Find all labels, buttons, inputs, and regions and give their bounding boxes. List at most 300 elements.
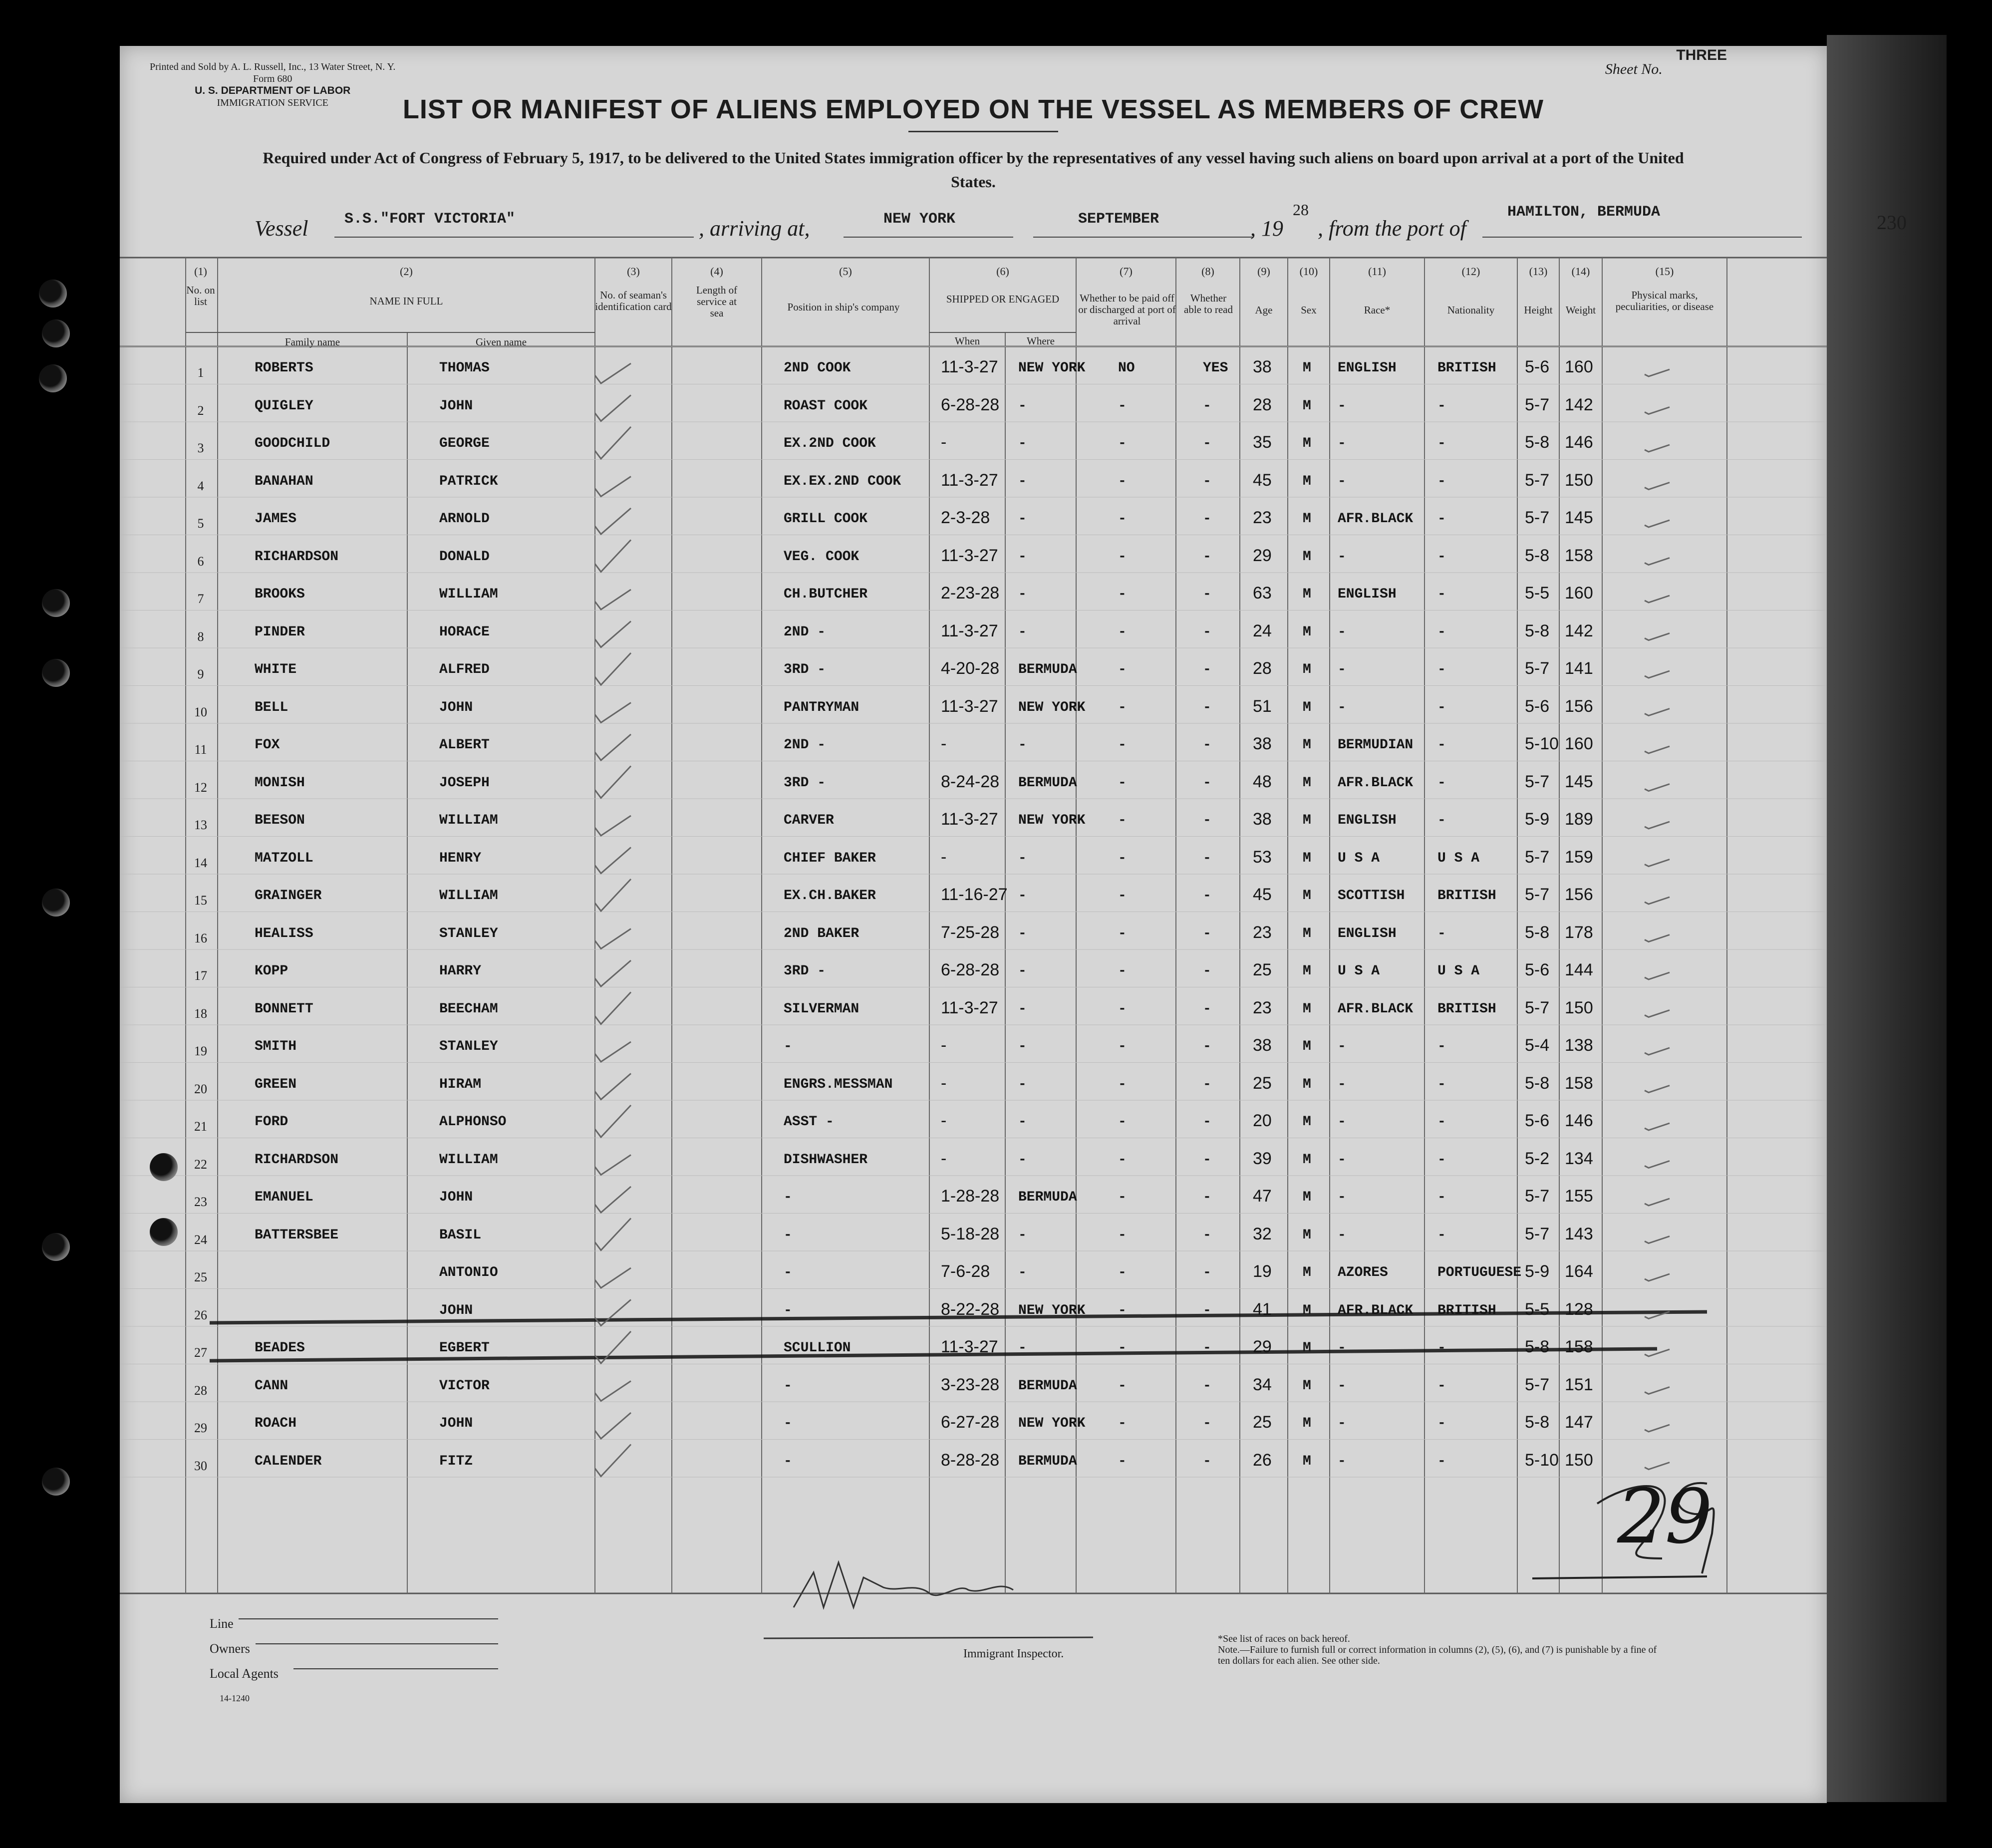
cell-h: 5-8 — [1525, 433, 1550, 452]
cell-sex: M — [1303, 1302, 1311, 1318]
cell-pos: EX.EX.2ND COOK — [784, 473, 901, 489]
row-number: 30 — [194, 1458, 207, 1473]
cell-w: 160 — [1565, 357, 1593, 376]
cell-when: - — [941, 1149, 947, 1168]
cell-age: 38 — [1253, 357, 1272, 376]
cell-pos: ASST - — [784, 1114, 834, 1130]
cell-when: 3-23-28 — [941, 1375, 1000, 1394]
cell-where: - — [1018, 963, 1027, 979]
cell-where: - — [1018, 1039, 1027, 1054]
cell-family: BEADES — [255, 1340, 305, 1356]
cell-when: 8-24-28 — [941, 772, 1000, 791]
cell-age: 29 — [1253, 546, 1272, 565]
row-number: 17 — [194, 968, 207, 983]
check-mark — [595, 848, 631, 874]
cell-race: AFR.BLACK — [1338, 511, 1414, 527]
tick-mark — [1645, 1086, 1670, 1093]
cell-pos: - — [784, 1265, 792, 1280]
cell-h: 5-9 — [1525, 1262, 1550, 1281]
check-mark — [595, 879, 631, 911]
cell-when: 6-27-28 — [941, 1413, 1000, 1432]
cell-read: - — [1203, 1227, 1211, 1243]
cell-read: - — [1203, 1416, 1211, 1431]
cell-read: - — [1203, 963, 1211, 979]
cell-paid: - — [1118, 1076, 1127, 1092]
cell-sex: M — [1303, 1076, 1311, 1092]
cell-read: - — [1203, 925, 1211, 941]
tick-mark — [1645, 822, 1670, 829]
cell-read: - — [1203, 1152, 1211, 1168]
check-mark — [595, 1268, 631, 1288]
check-mark — [595, 427, 631, 459]
row-number: 19 — [194, 1044, 207, 1058]
cell-where: - — [1018, 1076, 1027, 1092]
tick-mark — [1645, 1387, 1670, 1394]
cell-when: 11-3-27 — [941, 546, 998, 565]
check-mark — [595, 621, 631, 647]
cell-pos: - — [784, 1416, 792, 1431]
cell-nat: - — [1437, 737, 1446, 753]
local-agents-label: Local Agents — [210, 1666, 279, 1681]
cell-read: - — [1203, 473, 1211, 489]
cell-paid: - — [1118, 850, 1127, 866]
cell-paid: - — [1118, 1378, 1127, 1394]
cell-h: 5-6 — [1525, 357, 1550, 376]
cell-given: HENRY — [439, 850, 482, 866]
cell-family: RICHARDSON — [255, 549, 339, 565]
cell-race: BERMUDIAN — [1338, 737, 1414, 753]
cell-h: 5-6 — [1525, 1111, 1550, 1130]
cell-age: 23 — [1253, 998, 1272, 1017]
cell-paid: - — [1118, 1039, 1127, 1054]
cell-sex: M — [1303, 737, 1311, 753]
cell-h: 5-7 — [1525, 998, 1550, 1017]
cell-h: 5-2 — [1525, 1149, 1550, 1168]
cell-where: BERMUDA — [1018, 775, 1077, 791]
cell-where: NEW YORK — [1018, 1302, 1086, 1318]
check-mark — [595, 929, 631, 949]
cell-nat: - — [1437, 1340, 1446, 1356]
cell-pos: - — [784, 1378, 792, 1394]
cell-paid: - — [1118, 549, 1127, 565]
cell-where: - — [1018, 737, 1027, 753]
cell-family: WHITE — [255, 662, 297, 677]
cell-where: NEW YORK — [1018, 360, 1086, 376]
cell-family: EMANUEL — [255, 1190, 313, 1205]
cell-given: JOHN — [439, 699, 473, 715]
cell-paid: - — [1118, 1152, 1127, 1168]
cell-pos: 2ND BAKER — [784, 925, 859, 941]
cell-age: 25 — [1253, 960, 1272, 979]
punch-hole — [150, 1218, 178, 1246]
cell-read: - — [1203, 436, 1211, 451]
tick-mark — [1645, 1161, 1670, 1168]
vessel-name: S.S."FORT VICTORIA" — [344, 211, 516, 228]
cell-nat: U S A — [1437, 850, 1480, 866]
check-mark — [595, 590, 631, 610]
cell-nat: - — [1437, 1378, 1446, 1394]
row-number: 24 — [194, 1232, 207, 1247]
cell-read: - — [1203, 1076, 1211, 1092]
cell-nat: BRITISH — [1437, 1302, 1496, 1318]
check-mark — [595, 1445, 631, 1477]
col6-number: (6) — [996, 265, 1009, 278]
col11-header: Race* — [1364, 304, 1391, 316]
cell-w: 146 — [1565, 1111, 1593, 1130]
cell-paid: - — [1118, 436, 1127, 451]
tick-mark — [1645, 860, 1670, 867]
cell-h: 5-8 — [1525, 1073, 1550, 1093]
cell-sex: M — [1303, 1152, 1311, 1168]
cell-given: WILLIAM — [439, 1152, 498, 1168]
cell-read: YES — [1203, 360, 1228, 376]
cell-where: - — [1018, 850, 1027, 866]
cell-nat: BRITISH — [1437, 360, 1496, 376]
footer-note — [1218, 1633, 1667, 1666]
cell-age: 23 — [1253, 923, 1272, 942]
cell-nat: - — [1437, 624, 1446, 640]
cell-paid: - — [1118, 398, 1127, 414]
cell-read: - — [1203, 1001, 1211, 1017]
cell-when: 1-28-28 — [941, 1187, 1000, 1206]
cell-paid: - — [1118, 1265, 1127, 1280]
cell-given: BASIL — [439, 1227, 482, 1243]
cell-race: - — [1338, 662, 1346, 677]
cell-family: MATZOLL — [255, 850, 313, 866]
cell-race: - — [1338, 549, 1346, 565]
cell-where: - — [1018, 1114, 1027, 1130]
line-label: Line — [210, 1616, 234, 1631]
col4-number: (4) — [710, 265, 723, 278]
cell-when: 7-25-28 — [941, 923, 1000, 942]
cell-when: 11-3-27 — [941, 1337, 998, 1356]
tick-mark — [1645, 897, 1670, 904]
cell-sex: M — [1303, 813, 1311, 828]
cell-when: - — [941, 1111, 947, 1130]
cell-sex: M — [1303, 1039, 1311, 1054]
cell-sex: M — [1303, 587, 1311, 602]
cell-w: 134 — [1565, 1149, 1593, 1168]
owners-label: Owners — [210, 1641, 250, 1656]
punch-hole — [150, 1153, 178, 1181]
cell-pos: CHIEF BAKER — [784, 850, 876, 866]
cell-h: 5-7 — [1525, 470, 1550, 490]
cell-age: 23 — [1253, 508, 1272, 527]
cell-age: 34 — [1253, 1375, 1272, 1394]
cell-pos: - — [784, 1190, 792, 1205]
tick-mark — [1645, 972, 1670, 979]
service-name: IMMIGRATION SERVICE — [217, 97, 328, 108]
from-port: HAMILTON, BERMUDA — [1507, 204, 1661, 221]
backing-sheet — [1827, 35, 1947, 1802]
cell-read: - — [1203, 1190, 1211, 1205]
col9-header: Age — [1255, 304, 1273, 316]
cell-given: JOHN — [439, 398, 473, 414]
col12-header: Nationality — [1447, 304, 1495, 316]
cell-sex: M — [1303, 360, 1311, 376]
cell-sex: M — [1303, 888, 1311, 904]
cell-nat: - — [1437, 549, 1446, 565]
col4-header: Length of service at sea — [696, 284, 738, 319]
sheet-label: Sheet No. — [1605, 61, 1663, 77]
cell-where: NEW YORK — [1018, 1416, 1086, 1431]
cell-given: WILLIAM — [439, 587, 498, 602]
cell-given: HORACE — [439, 624, 490, 640]
cell-race: - — [1338, 1190, 1346, 1205]
cell-where: - — [1018, 473, 1027, 489]
cell-given: ALFRED — [439, 662, 490, 677]
tick-mark — [1645, 1010, 1670, 1017]
cell-w: 160 — [1565, 584, 1593, 603]
cell-age: 38 — [1253, 810, 1272, 829]
cell-nat: - — [1437, 1227, 1446, 1243]
cell-where: - — [1018, 1340, 1027, 1356]
cell-nat: BRITISH — [1437, 1001, 1496, 1017]
cell-when: 11-3-27 — [941, 357, 998, 376]
punch-hole — [39, 364, 67, 392]
cell-family: GREEN — [255, 1076, 297, 1092]
cell-nat: - — [1437, 1416, 1446, 1431]
cell-when: 11-3-27 — [941, 470, 998, 490]
cell-h: 5-8 — [1525, 1337, 1550, 1356]
punch-hole — [42, 889, 70, 917]
cell-pos: CARVER — [784, 813, 834, 828]
cell-where: - — [1018, 1265, 1027, 1280]
cell-read: - — [1203, 699, 1211, 715]
cell-given: GEORGE — [439, 436, 490, 451]
cell-race: - — [1338, 1453, 1346, 1469]
cell-paid: - — [1118, 699, 1127, 715]
cell-where: - — [1018, 587, 1027, 602]
cell-paid: - — [1118, 1227, 1127, 1243]
col8-header: Whether able to read — [1184, 292, 1233, 315]
cell-h: 5-9 — [1525, 810, 1550, 829]
cell-read: - — [1203, 1378, 1211, 1394]
arrival-year: 28 — [1293, 201, 1309, 219]
cell-w: 138 — [1565, 1036, 1593, 1055]
cell-h: 5-4 — [1525, 1036, 1550, 1055]
check-mark — [595, 1219, 631, 1250]
cell-family: CALENDER — [255, 1453, 322, 1469]
cell-pos: 2ND - — [784, 624, 826, 640]
col7-header: Whether to be paid off or discharged at port of arrival — [1078, 292, 1176, 327]
cell-paid: - — [1118, 1190, 1127, 1205]
col8-number: (8) — [1201, 265, 1214, 278]
cell-sex: M — [1303, 662, 1311, 677]
cell-given: ALBERT — [439, 737, 490, 753]
cell-when: 11-3-27 — [941, 696, 998, 716]
cell-h: 5-6 — [1525, 696, 1550, 716]
cell-where: - — [1018, 549, 1027, 565]
cell-h: 5-5 — [1525, 1299, 1550, 1319]
cell-sex: M — [1303, 398, 1311, 414]
vessel-label: Vessel — [255, 216, 308, 241]
cell-age: 48 — [1253, 772, 1272, 791]
cell-w: 147 — [1565, 1413, 1593, 1432]
cell-age: 28 — [1253, 395, 1272, 414]
cell-h: 5-7 — [1525, 659, 1550, 678]
cell-family: CANN — [255, 1378, 288, 1394]
cell-paid: - — [1118, 1340, 1127, 1356]
cell-w: 150 — [1565, 1450, 1593, 1470]
cell-w: 145 — [1565, 772, 1593, 791]
cell-family: GRAINGER — [255, 888, 322, 904]
tick-mark — [1645, 483, 1670, 490]
cell-paid: - — [1118, 775, 1127, 791]
cell-family: BROOKS — [255, 587, 305, 602]
cell-paid: - — [1118, 624, 1127, 640]
col13-number: (13) — [1529, 265, 1548, 278]
cell-read: - — [1203, 398, 1211, 414]
cell-family: BANAHAN — [255, 473, 313, 489]
row-number: 16 — [194, 930, 207, 945]
cell-age: 29 — [1253, 1337, 1272, 1356]
cell-age: 45 — [1253, 885, 1272, 904]
cell-given: STANLEY — [439, 1039, 498, 1054]
punch-hole — [39, 280, 67, 308]
col5-header: Position in ship's company — [787, 301, 900, 313]
cell-sex: M — [1303, 1227, 1311, 1243]
when-header: When — [954, 335, 980, 347]
tick-mark — [1645, 445, 1670, 452]
cell-family: SMITH — [255, 1039, 297, 1054]
cell-pos: 2ND COOK — [784, 360, 851, 376]
cell-paid: - — [1118, 963, 1127, 979]
row-number: 18 — [194, 1006, 207, 1021]
cell-paid: - — [1118, 587, 1127, 602]
cell-nat: - — [1437, 1076, 1446, 1092]
tick-mark — [1645, 1236, 1670, 1243]
col2-header: NAME IN FULL — [369, 295, 443, 307]
cell-race: AZORES — [1338, 1265, 1388, 1280]
tick-mark — [1645, 558, 1670, 565]
cell-family: ROACH — [255, 1416, 297, 1431]
cell-given: ALPHONSO — [439, 1114, 507, 1130]
arriving-label: , arriving at, — [699, 216, 810, 241]
cell-race: AFR.BLACK — [1338, 1302, 1414, 1318]
cell-sex: M — [1303, 963, 1311, 979]
cell-read: - — [1203, 888, 1211, 904]
cell-where: - — [1018, 624, 1027, 640]
cell-h: 5-8 — [1525, 923, 1550, 942]
tick-mark — [1645, 1463, 1670, 1470]
cell-read: - — [1203, 1453, 1211, 1469]
cell-nat: - — [1437, 1190, 1446, 1205]
cell-where: - — [1018, 1152, 1027, 1168]
row-number: 5 — [197, 516, 204, 531]
cell-age: 20 — [1253, 1111, 1272, 1130]
cell-given: BEECHAM — [439, 1001, 498, 1017]
col3-number: (3) — [627, 265, 640, 278]
cell-given: VICTOR — [439, 1378, 490, 1394]
cell-where: - — [1018, 1227, 1027, 1243]
col15-number: (15) — [1655, 265, 1674, 278]
cell-given: THOMAS — [439, 360, 490, 376]
cell-sex: M — [1303, 775, 1311, 791]
cell-race: AFR.BLACK — [1338, 775, 1414, 791]
cell-family: KOPP — [255, 963, 288, 979]
cell-where: - — [1018, 888, 1027, 904]
check-mark — [595, 816, 631, 836]
cell-when: 11-3-27 — [941, 621, 998, 640]
check-mark — [595, 734, 631, 760]
col14-number: (14) — [1571, 265, 1590, 278]
cell-nat: - — [1437, 813, 1446, 828]
page-title: LIST OR MANIFEST OF ALIENS EMPLOYED ON THE VESSEL AS MEMBERS OF CREW — [402, 94, 1544, 124]
cell-read: - — [1203, 662, 1211, 677]
cell-h: 5-7 — [1525, 772, 1550, 791]
col2-number: (2) — [400, 265, 413, 278]
row-number: 23 — [194, 1195, 207, 1209]
cell-nat: - — [1437, 1152, 1446, 1168]
cell-sex: M — [1303, 1265, 1311, 1280]
cell-paid: - — [1118, 925, 1127, 941]
cell-when: 11-3-27 — [941, 998, 998, 1017]
row-number: 7 — [197, 592, 204, 606]
total-count-display: 29 — [1617, 1474, 1712, 1560]
cell-nat: - — [1437, 436, 1446, 451]
cell-given: ANTONIO — [439, 1265, 498, 1280]
cell-nat: - — [1437, 1039, 1446, 1054]
cell-paid: - — [1118, 1453, 1127, 1469]
cell-w: 143 — [1565, 1224, 1593, 1243]
cell-w: 159 — [1565, 847, 1593, 867]
cell-nat: - — [1437, 1114, 1446, 1130]
cell-when: 7-6-28 — [941, 1262, 990, 1281]
row-number: 26 — [194, 1307, 207, 1322]
tick-mark — [1645, 709, 1670, 716]
cell-w: 128 — [1565, 1299, 1593, 1319]
cell-where: BERMUDA — [1018, 1378, 1077, 1394]
cell-pos: - — [784, 1302, 792, 1318]
cell-sex: M — [1303, 1001, 1311, 1017]
cell-pos: PANTRYMAN — [784, 699, 859, 715]
row-number: 29 — [194, 1421, 207, 1435]
check-mark — [595, 540, 631, 572]
cell-sex: M — [1303, 1340, 1311, 1356]
cell-read: - — [1203, 1039, 1211, 1054]
cell-w: 164 — [1565, 1262, 1593, 1281]
cell-where: - — [1018, 511, 1027, 527]
check-mark — [595, 1105, 631, 1137]
cell-race: AFR.BLACK — [1338, 1001, 1414, 1017]
cell-nat: BRITISH — [1437, 888, 1496, 904]
cell-where: BERMUDA — [1018, 662, 1077, 677]
cell-race: - — [1338, 1152, 1346, 1168]
cell-when: 6-28-28 — [941, 395, 1000, 414]
cell-pos: GRILL COOK — [784, 511, 868, 527]
row-number: 12 — [194, 780, 207, 795]
cell-sex: M — [1303, 436, 1311, 451]
cell-race: ENGLISH — [1338, 813, 1397, 828]
check-mark — [595, 1155, 631, 1175]
cell-given: WILLIAM — [439, 813, 498, 828]
row-number: 1 — [197, 365, 204, 380]
cell-when: 5-18-28 — [941, 1224, 1000, 1243]
row-number: 22 — [194, 1157, 207, 1172]
cell-sex: M — [1303, 1114, 1311, 1130]
cell-paid: - — [1118, 473, 1127, 489]
cell-pos: EX.CH.BAKER — [784, 888, 876, 904]
check-mark — [595, 766, 631, 798]
col1-header: No. on list — [186, 284, 215, 308]
check-mark — [595, 477, 631, 497]
cell-h: 5-7 — [1525, 1224, 1550, 1243]
row-number: 25 — [194, 1270, 207, 1284]
cell-age: 32 — [1253, 1224, 1272, 1243]
cell-nat: - — [1437, 587, 1446, 602]
cell-pos: ENGRS.MESSMAN — [784, 1076, 893, 1092]
